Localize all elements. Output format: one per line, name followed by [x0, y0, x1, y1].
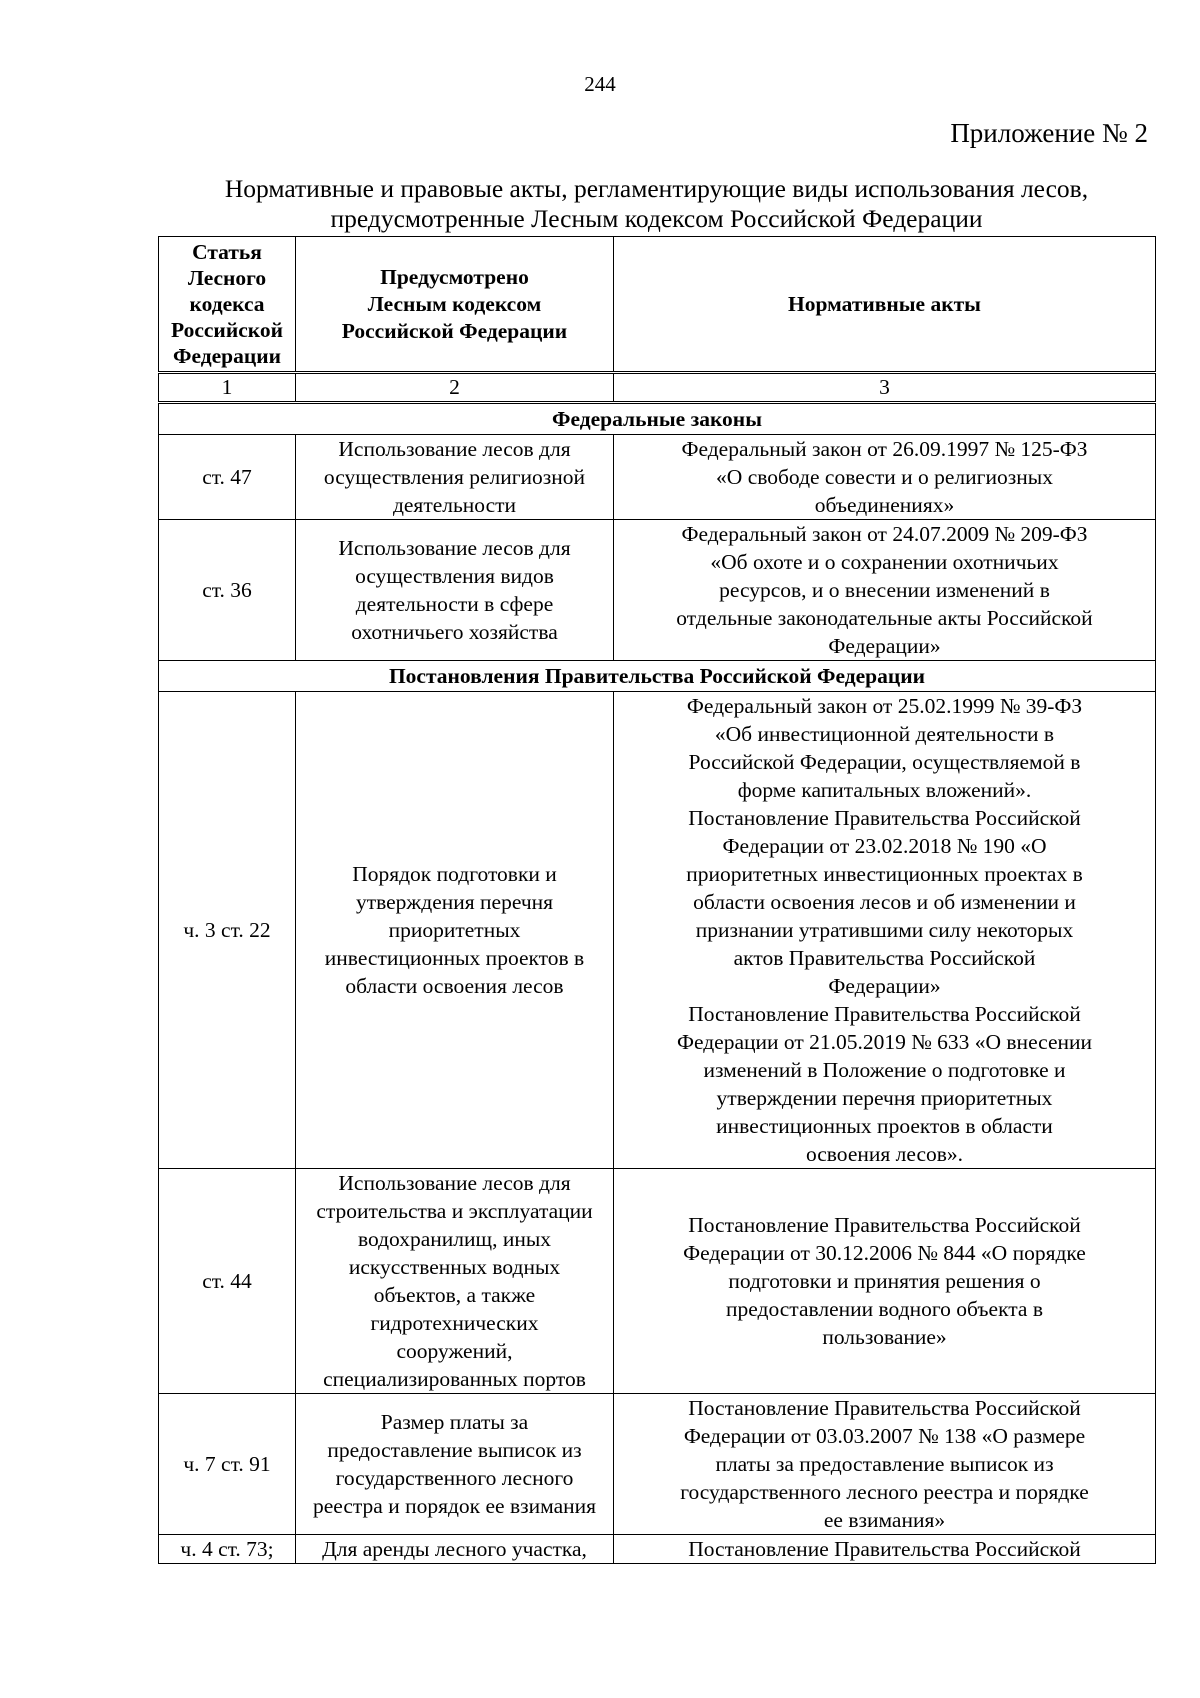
provided-cell: Использование лесов для строительства и эксплуатации водохранилищ, иных искусственных водных объектов, а также гидротехнических сооружений, специализированных портов — [296, 1169, 614, 1394]
section-federal-laws: Федеральные законы — [159, 403, 1156, 435]
section-row — [159, 661, 1156, 692]
normative-acts-table — [158, 236, 1156, 1564]
header-article: Статья Лесного кодекса Российской Федерации — [159, 237, 296, 373]
article-cell: ст. 44 — [159, 1169, 296, 1394]
column-numbers-row — [159, 373, 1156, 403]
header-row — [159, 237, 1156, 373]
article-cell: ч. 3 ст. 22 — [159, 692, 296, 1169]
article-cell: ст. 36 — [159, 520, 296, 661]
appendix-label: Приложение № 2 — [950, 118, 1148, 148]
acts-cell: Постановление Правительства Российской Федерации от 03.03.2007 № 138 «О размере платы за предоставление выписок из государственного лесного реестра и порядке ее взимания» — [614, 1394, 1156, 1535]
table-row — [159, 1169, 1156, 1394]
provided-cell: Использование лесов для осуществления видов деятельности в сфере охотничьего хозяйства — [296, 520, 614, 661]
acts-cell: Федеральный закон от 24.07.2009 № 209-ФЗ «Об охоте и о сохранении охотничьих ресурсов, и о внесении изменений в отдельные законодательные акты Российской Федерации» — [614, 520, 1156, 661]
column-number: 1 — [159, 373, 296, 403]
article-cell: ст. 47 — [159, 435, 296, 520]
table-row — [159, 435, 1156, 520]
article-cell: ч. 4 ст. 73; — [159, 1535, 296, 1564]
provided-cell: Размер платы за предоставление выписок из государственного лесного реестра и порядок ее взимания — [296, 1394, 614, 1535]
acts-cell: Федеральный закон от 25.02.1999 № 39-ФЗ «Об инвестиционной деятельности в Российской Федерации, осуществляемой в форме капитальных вложений». Постановление Правительства Российской Федерации от 23.02.2018 № 190 «О приоритетных инвестиционных проектах в области освоения лесов и об изменении и признании утратившими силу некоторых актов Правительства Российской Федерации» Постановление Правительства Российской Федерации от 21.05.2019 № 633 «О внесении изменений в Положение о подготовке и утверждении перечня приоритетных инвестиционных проектов в области освоения лесов». — [614, 692, 1156, 1169]
document-title-line: предусмотренные Лесным кодексом Российской Федерации — [330, 204, 983, 233]
header-provided: Предусмотрено Лесным кодексом Российской Федерации — [296, 237, 614, 373]
acts-cell: Постановление Правительства Российской — [614, 1535, 1156, 1564]
document-title-line: Нормативные и правовые акты, регламентирующие виды использования лесов, — [224, 174, 1089, 203]
header-acts: Нормативные акты — [614, 237, 1156, 373]
acts-cell: Постановление Правительства Российской Федерации от 30.12.2006 № 844 «О порядке подготовки и принятия решения о предоставлении водного объекта в пользование» — [614, 1169, 1156, 1394]
acts-cell: Федеральный закон от 26.09.1997 № 125-ФЗ «О свободе совести и о религиозных объединениях» — [614, 435, 1156, 520]
provided-cell: Использование лесов для осуществления религиозной деятельности — [296, 435, 614, 520]
column-number: 3 — [614, 373, 1156, 403]
provided-cell: Порядок подготовки и утверждения перечня приоритетных инвестиционных проектов в области освоения лесов — [296, 692, 614, 1169]
section-row — [159, 403, 1156, 435]
article-cell: ч. 7 ст. 91 — [159, 1394, 296, 1535]
page-number: 244 — [584, 72, 616, 96]
table-row — [159, 1394, 1156, 1535]
document-title — [158, 174, 1155, 234]
table-row — [159, 520, 1156, 661]
provided-cell: Для аренды лесного участка, — [296, 1535, 614, 1564]
table-row — [159, 1535, 1156, 1564]
table-row — [159, 692, 1156, 1169]
column-number: 2 — [296, 373, 614, 403]
section-government-decrees: Постановления Правительства Российской Федерации — [159, 661, 1156, 692]
